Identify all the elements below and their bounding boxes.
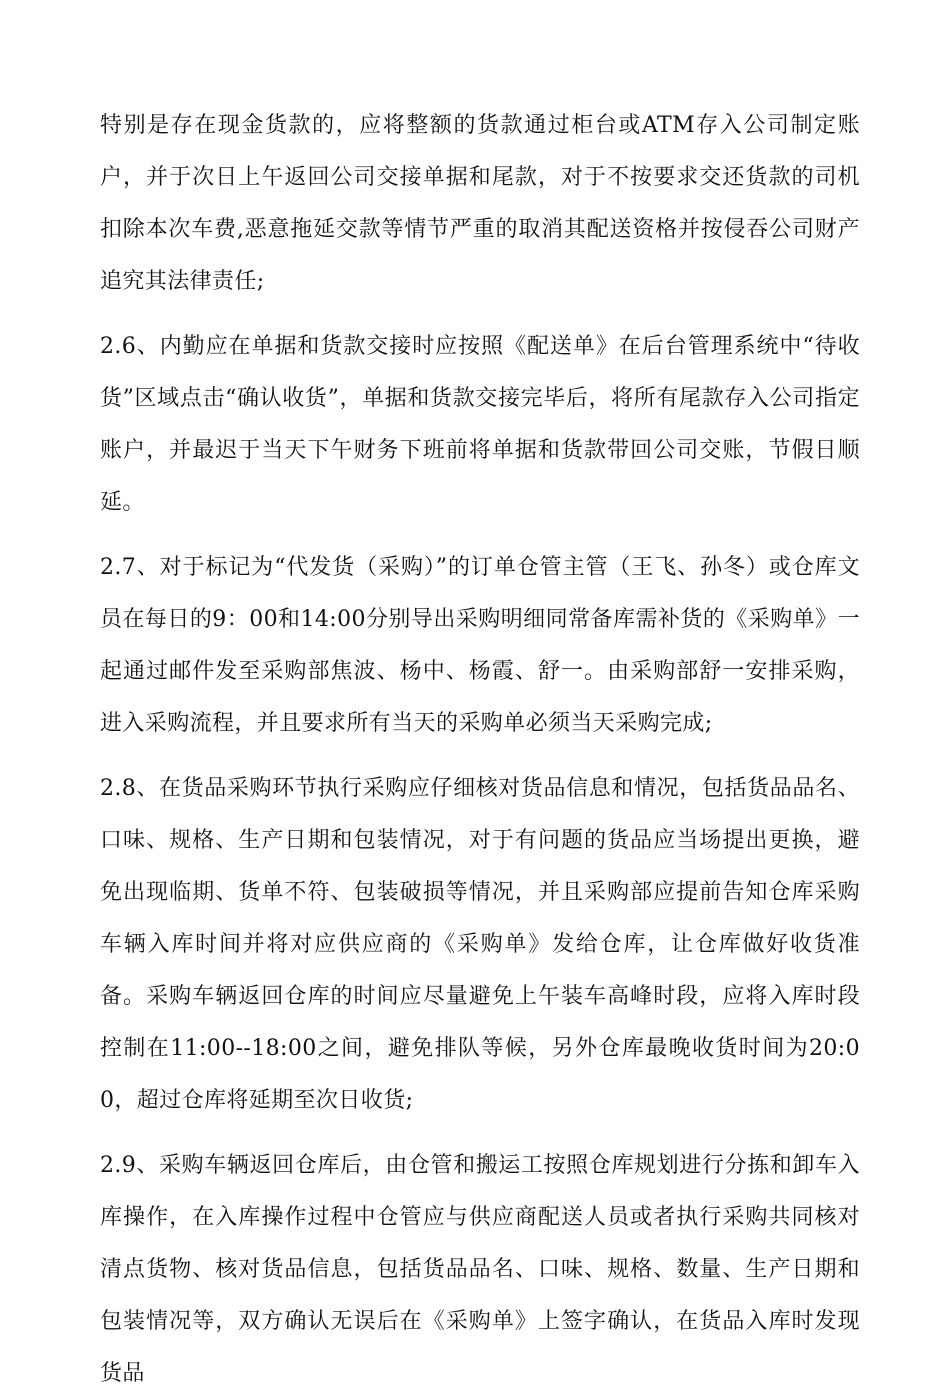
paragraph-2-9: 2.9、采购车辆返回仓库后，由仓管和搬运工按照仓库规划进行分拣和卸车入库操作，在入库操作过程中仓管应与供应商配送人员或者执行采购共同核对清点货物、核对货品信息，包括货品品名、口味、规格、数量、生产日期和包装情况等，双方确认无误后在《采购单》上签字确认，在货品入库时发现货品 (100, 1153, 860, 1386)
paragraph-2-8: 2.8、在货品采购环节执行采购应仔细核对货品信息和情况，包括货品品名、口味、规格、生产日期和包装情况，对于有问题的货品应当场提出更换，避免出现临期、货单不符、包装破损等情况，并且采购部应提前告知仓库采购车辆入库时间并将对应供应商的《采购单》发给仓库，让仓库做好收货准备。采购车辆返回仓库的时间应尽量避免上午装车高峰时段，应将入库时段控制在11:00--18:00之间，避免排队等候，另外仓库最晚收货时间为20:00，超过仓库将延期至次日收货; (100, 776, 860, 1113)
paragraph-2-6: 2.6、内勤应在单据和货款交接时应按照《配送单》在后台管理系统中“待收货”区域点击“确认收货”，单据和货款交接完毕后，将所有尾款存入公司指定账户，并最迟于当天下午财务下班前将单据和货款带回公司交账，节假日顺延。 (100, 334, 860, 515)
paragraph-2-7: 2.7、对于标记为“代发货（采购）”的订单仓管主管（王飞、孙冬）或仓库文员在每日的9：00和14:00分别导出采购明细同常备库需补货的《采购单》一起通过邮件发至采购部焦波、杨中、杨霞、舒一。由采购部舒一安排采购，进入采购流程，并且要求所有当天的采购单必须当天采购完成; (100, 555, 860, 736)
paragraph-cash-deposit: 特别是存在现金货款的，应将整额的货款通过柜台或ATM存入公司制定账户，并于次日上午返回公司交接单据和尾款，对于不按要求交还货款的司机扣除本次车费,恶意拖延交款等情节严重的取消其配送资格并按侵吞公司财产追究其法律责任; (100, 113, 860, 294)
